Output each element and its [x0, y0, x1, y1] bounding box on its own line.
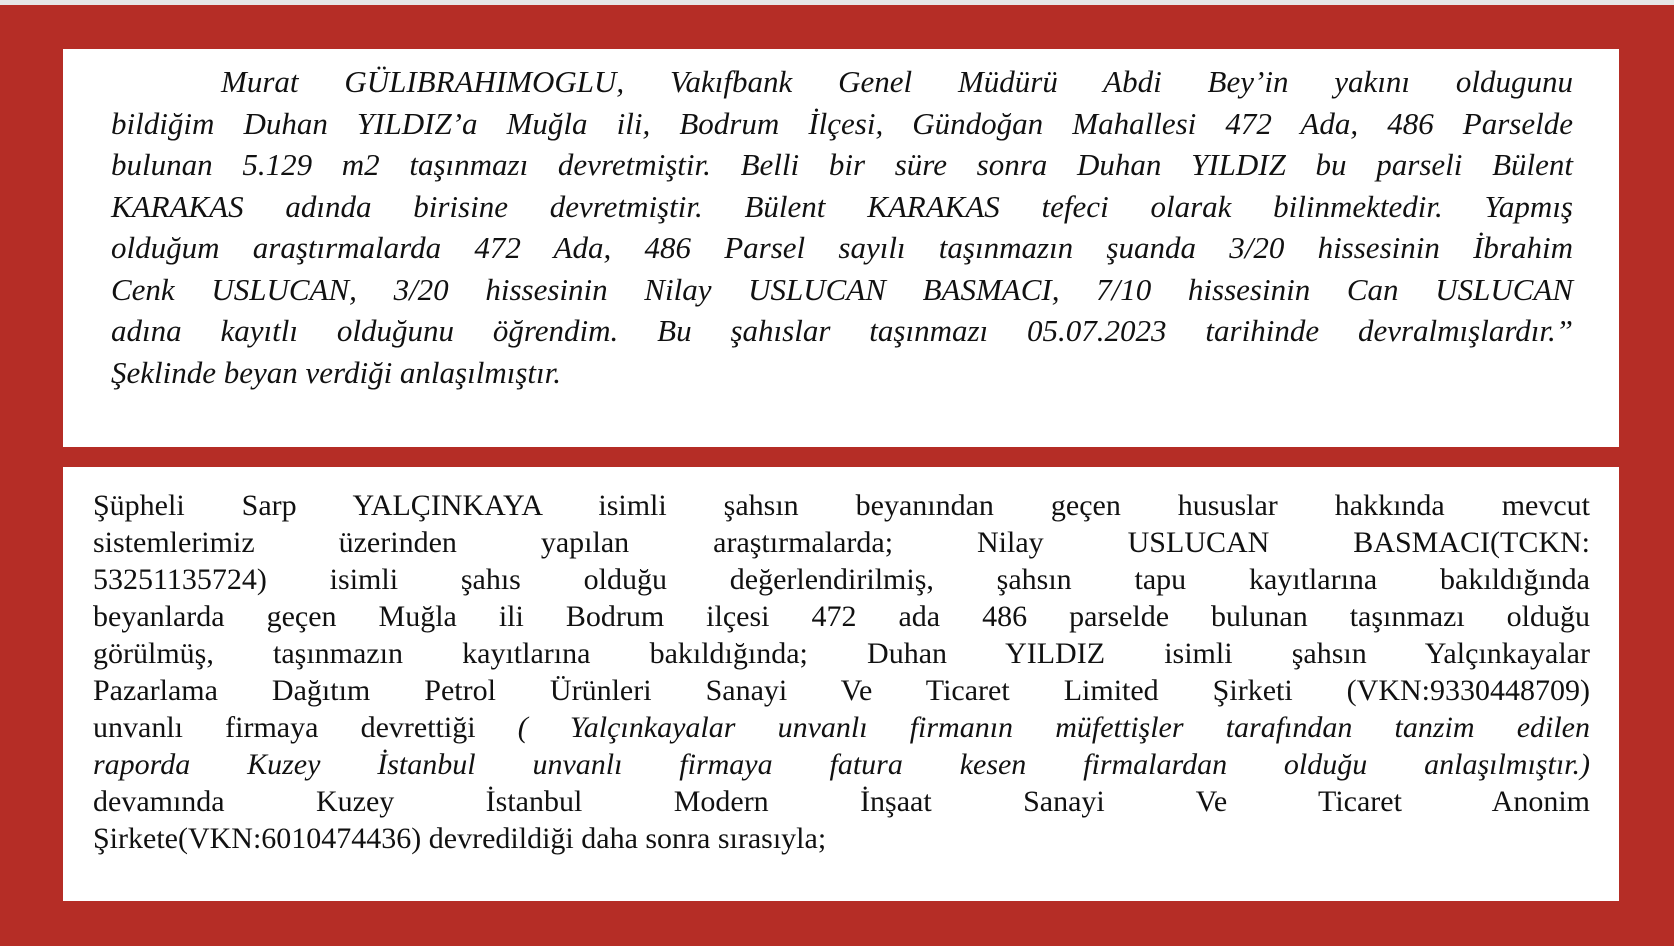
text-line: Murat GÜLIBRAHIMOGLU, Vakıfbank Genel Müdürü Abdi Bey’in yakını oldugunu	[221, 64, 1573, 99]
text-line: bildiğim Duhan YILDIZ’a Muğla ili, Bodrum İlçesi, Gündoğan Mahallesi 472 Ada, 486 Parselde	[111, 105, 1573, 141]
text-line: Cenk USLUCAN, 3/20 hissesinin Nilay USLUCAN BASMACI, 7/10 hissesinin Can USLUCAN	[111, 271, 1573, 307]
text-line: devamında Kuzey İstanbul Modern İnşaat Sanayi Ve Ticaret Anonim	[93, 785, 1590, 818]
document-excerpt-bottom	[63, 467, 1619, 901]
text-line: görülmüş, taşınmazın kayıtlarına bakıldığında; Duhan YILDIZ isimli şahsın Yalçınkayalar	[93, 637, 1590, 670]
statement-paragraph	[111, 61, 1573, 393]
text-line: 53251135724) isimli şahıs olduğu değerlendirilmiş, şahsın tapu kayıtlarına bakıldığında	[93, 563, 1590, 596]
text-line: Şüpheli Sarp YALÇINKAYA isimli şahsın beyanından geçen hususlar hakkında mevcut	[93, 489, 1590, 522]
text-line: Şeklinde beyan verdiği anlaşılmıştır.	[111, 354, 561, 390]
text-line: Şirkete(VKN:6010474436) devredildiği daha sonra sırasıyla;	[93, 822, 827, 855]
text-line: KARAKAS adında birisine devretmiştir. Bülent KARAKAS tefeci olarak bilinmektedir. Yapmış	[111, 188, 1573, 224]
top-strip	[0, 0, 1674, 5]
text-line: bulunan 5.129 m2 taşınmazı devretmiştir. Belli bir süre sonra Duhan YILDIZ bu parseli Bülent	[111, 147, 1573, 182]
text-plain: unvanlı firmaya devrettiği	[93, 711, 518, 744]
text-line: adına kayıtlı olduğunu öğrendim. Bu şahıslar taşınmazı 05.07.2023 tarihinde devralmışlardır.”	[111, 313, 1573, 348]
text-line: sistemlerimiz üzerinden yapılan araştırmalarda; Nilay USLUCAN BASMACI(TCKN:	[93, 526, 1590, 559]
text-line: olduğum araştırmalarda 472 Ada, 486 Parsel sayılı taşınmazın şuanda 3/20 hissesinin İbrahim	[111, 230, 1573, 265]
text-line-italic: raporda Kuzey İstanbul unvanlı firmaya fatura kesen firmalardan olduğu anlaşılmıştır.)	[93, 748, 1590, 781]
document-excerpt-top	[63, 49, 1619, 447]
text-line: beyanlarda geçen Muğla ili Bodrum ilçesi 472 ada 486 parselde bulunan taşınmazı olduğu	[93, 600, 1590, 633]
text-line: Pazarlama Dağıtım Petrol Ürünleri Sanayi Ve Ticaret Limited Şirketi (VKN:9330448709)	[93, 674, 1590, 707]
findings-paragraph	[93, 487, 1590, 857]
text-line-mixed	[93, 709, 1590, 746]
text-italic: ( Yalçınkayalar unvanlı firmanın müfettişler tarafından tanzim edilen	[517, 711, 1590, 744]
